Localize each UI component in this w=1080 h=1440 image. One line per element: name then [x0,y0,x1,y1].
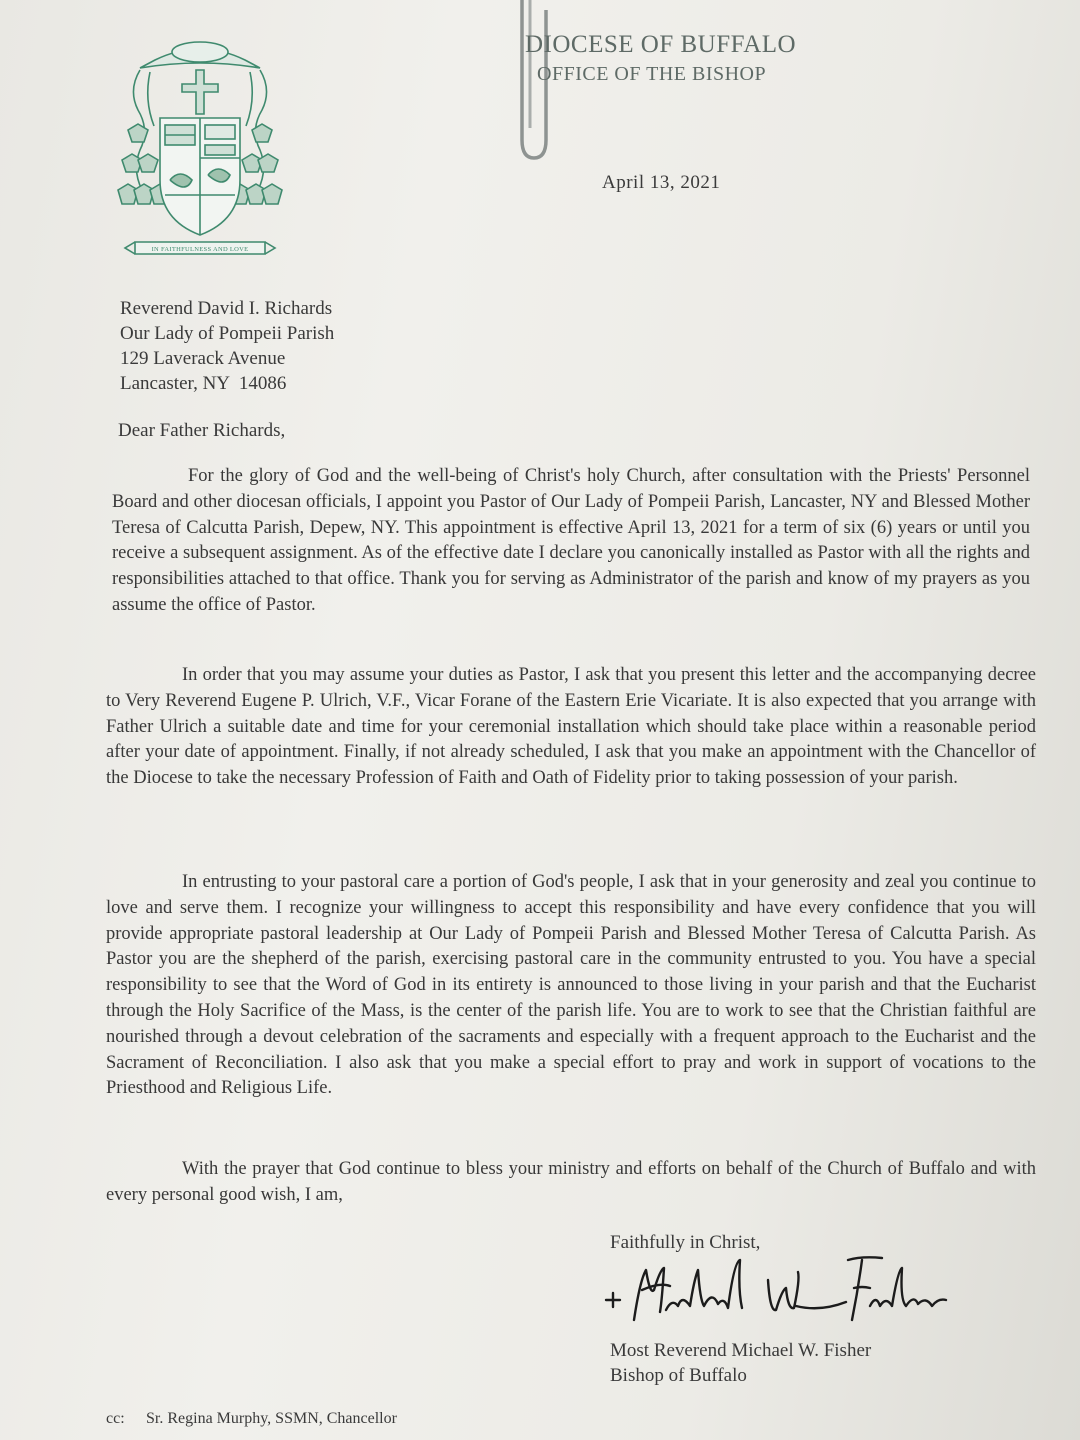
cc-label: cc: [106,1410,125,1427]
body-paragraph-3: In entrusting to your pastoral care a portion of God's people, I ask that in your generosity and zeal you continue to love and serve them. I recognize your willingness to accept this responsibility and have every confidence that you will provide appropriate pastoral leadership at Our Lady of Pompeii Parish and Blessed Mother Teresa of Calcutta Parish. As Pastor you are the shepherd of the parish, exercising pastoral care in the community entrusted to you. You have a special responsibility to see that the Word of God in its entirety is announced to those living in your parish and that the Eucharist through the Holy Sacrifice of the Mass, is the center of the parish life. You are to work to see that the Christian faithful are nourished through a devout celebration of the sacraments and especially with a frequent approach to the Eucharist and the Sacrament of Reconciliation. I also ask that you make a special effort to pray and work in support of vocations to the Priesthood and Religious Life. [106,872,1036,1099]
cc-recipient: Sr. Regina Murphy, SSMN, Chancellor [146,1410,397,1427]
letterhead-office: OFFICE OF THE BISHOP [537,63,767,85]
signer-title: Bishop of Buffalo [610,1365,747,1386]
body-paragraph-2: In order that you may assume your duties as Pastor, I ask that you present this letter and the accompanying decree to Very Reverend Eugene P. Ulrich, V.F., Vicar Forane of the Eastern Erie Vicariate. It is also expected that you arrange with Father Ulrich a suitable date and time for your ceremonial installation which should take place within a reasonable period after your date of appointment. Finally, if not already scheduled, I ask that you make an appointment with the Chancellor of the Diocese to take the necessary Profession of Faith and Oath of Fidelity prior to taking possession of your parish. [106,665,1036,789]
cc-line [106,1410,397,1428]
recipient-parish: Our Lady of Pompeii Parish [120,323,335,344]
crest-motto: IN FAITHFULNESS AND LOVE [151,246,249,253]
recipient-name: Reverend David I. Richards [120,298,333,319]
signer-name: Most Reverend Michael W. Fisher [610,1340,872,1361]
letterhead-diocese: DIOCESE OF BUFFALO [525,31,797,58]
closing: Faithfully in Christ, [610,1232,761,1253]
recipient-city: Lancaster, NY 14086 [120,373,287,394]
signer-block [610,1338,871,1388]
letter-date: April 13, 2021 [602,172,721,193]
salutation: Dear Father Richards, [118,420,286,441]
coat-of-arms-logo [110,30,290,265]
body-paragraph-1: For the glory of God and the well-being of Christ's holy Church, after consultation with the Priests' Personnel Board and other diocesan officials, I appoint you Pastor of Our Lady of Pompeii Parish, Lancaster, NY and Blessed Mother Teresa of Calcutta Parish, Depew, NY. This appointment is effective April 13, 2021 for a term of six (6) years or until you receive a subsequent assignment. As of the effective date I declare you canonically installed as Pastor with all the rights and responsibilities attached to that office. Thank you for serving as Administrator of the parish and know of my prayers as you assume the office of Pastor. [112,466,1030,615]
handwritten-signature [600,1250,960,1340]
letterhead [525,30,796,88]
recipient-address [120,296,334,396]
recipient-street: 129 Laverack Avenue [120,348,286,369]
body-paragraph-4: With the prayer that God continue to bless your ministry and efforts on behalf of the Church of Buffalo and with every personal good wish, I am, [106,1159,1036,1205]
